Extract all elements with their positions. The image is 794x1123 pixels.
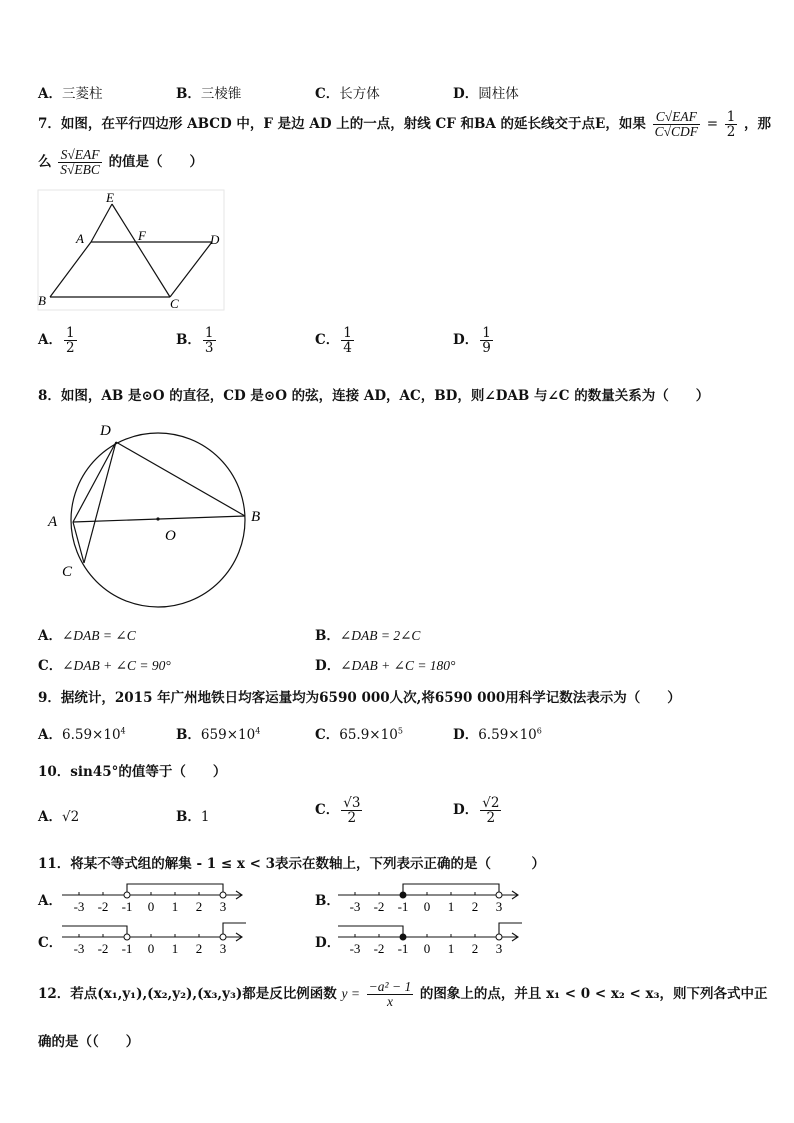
svg-text:0: 0 — [147, 941, 155, 956]
q11-stem: 11．将某不等式组的解集 - 1 ≤ x < 3表示在数轴上，下列表示正确的是（ ） — [38, 856, 546, 872]
svg-text:-2: -2 — [97, 941, 109, 956]
open-dot — [124, 934, 130, 940]
label-a: A — [76, 231, 84, 246]
label-b: B — [251, 509, 261, 525]
q11-option-b-letter: B． — [315, 893, 340, 909]
open-dot — [220, 934, 226, 940]
svg-text:3: 3 — [495, 899, 503, 914]
q10-option-c: C． $\frac{√3}{2}$ — [315, 795, 361, 827]
label-f: F — [138, 228, 146, 243]
q8-circle-figure — [40, 418, 280, 616]
q6-option-c: C．长方体 — [315, 86, 380, 102]
q7-half-fraction: $\frac{1}{2}$ — [726, 109, 736, 141]
closed-dot — [400, 892, 406, 898]
svg-text:3: 3 — [495, 941, 503, 956]
q12-function-fraction: $\frac{\text{−a² − 1}}{x}$ — [368, 979, 412, 1010]
q10-option-a: A．√2 — [38, 809, 80, 825]
svg-text:1: 1 — [447, 941, 455, 956]
q12-stem-line2: 确的是（（ ） — [38, 1034, 140, 1050]
q11-option-c-letter: C． — [38, 935, 63, 951]
q8-option-d: D．∠DAB + ∠C = 180° — [315, 658, 456, 674]
chord-bd — [116, 442, 245, 516]
svg-text:0: 0 — [147, 899, 155, 914]
q11-number-line-a — [60, 879, 250, 915]
tick-labels — [74, 941, 227, 956]
svg-text:-1: -1 — [397, 941, 409, 956]
q11-number-line-c — [60, 921, 250, 957]
svg-text:2: 2 — [471, 941, 479, 956]
q10-stem: 10．sin45°的值等于（ ） — [38, 764, 227, 780]
q8-option-b: B．∠DAB = 2∠C — [315, 628, 421, 644]
q7-parallelogram-figure — [36, 188, 228, 314]
q6-option-b: B．三棱锥 — [176, 86, 242, 102]
q9-option-d: D．$6.59\times 10^6$ — [453, 726, 542, 743]
center-point — [156, 517, 159, 520]
svg-text:-2: -2 — [97, 899, 109, 914]
svg-text:-1: -1 — [121, 899, 133, 914]
open-dot — [496, 934, 502, 940]
q7-stem: 7．如图，在平行四边形 ABCD 中，F 是边 AD 上的一点，射线 CF 和BA 的延长线交于点E，如果 $\frac{\text{C√EAF}}{\text{C√CDF}}$ = $\frac{1}{2}$ ，那 — [38, 109, 771, 141]
tick-labels — [350, 899, 503, 914]
q8-option-a: A．∠DAB = ∠C — [38, 628, 136, 644]
q11-option-d-letter: D． — [315, 935, 341, 951]
solution-bracket-right — [499, 923, 522, 937]
open-dot — [220, 892, 226, 898]
svg-text:0: 0 — [423, 899, 431, 914]
svg-text:3: 3 — [219, 941, 227, 956]
q9-stem: 9．据统计，2015 年广州地铁日均客运量均为6590 000人次,将6590 000用科学记数法表示为（ ） — [38, 690, 681, 706]
svg-text:-2: -2 — [373, 899, 385, 914]
svg-text:1: 1 — [171, 941, 179, 956]
q6-option-a: A．三菱柱 — [38, 86, 103, 102]
svg-text:1: 1 — [171, 899, 179, 914]
svg-text:2: 2 — [195, 899, 203, 914]
q10-option-b: B．1 — [176, 809, 210, 825]
svg-text:-1: -1 — [397, 899, 409, 914]
label-d: D — [100, 423, 111, 439]
open-dot — [124, 892, 130, 898]
solution-bracket-right — [223, 923, 246, 937]
open-dot — [496, 892, 502, 898]
q9-option-a: A．$6.59\times 10^4$ — [38, 726, 126, 743]
figure-frame — [38, 190, 224, 310]
chord-cd — [84, 442, 116, 563]
svg-text:-3: -3 — [73, 941, 85, 956]
q8-option-c: C．∠DAB + ∠C = 90° — [38, 658, 171, 674]
label-b: B — [38, 293, 46, 308]
q7-ratio-fraction: $\frac{\text{C√EAF}}{\text{C√CDF}}$ — [654, 109, 698, 140]
q12-stem: 12．若点(x₁,y₁),(x₂,y₂),(x₃,y₃)都是反比例函数 y = $\frac{\text{−a² − 1}}{x}$ 的图象上的点，并且 x₁ < 0 < x₂ < x₃，则下列各式中正 — [38, 979, 768, 1010]
q11-option-a-letter: A． — [38, 893, 62, 909]
q7-option-c: C． $\frac{1}{4}$ — [315, 325, 352, 357]
q6-option-d: D．圆柱体 — [453, 86, 519, 102]
svg-text:2: 2 — [195, 941, 203, 956]
svg-text:-3: -3 — [73, 899, 85, 914]
label-c: C — [170, 296, 179, 311]
q11-number-line-b — [336, 879, 526, 915]
svg-text:3: 3 — [219, 899, 227, 914]
q10-option-d: D． $\frac{√2}{2}$ — [453, 795, 500, 827]
label-d: D — [210, 232, 220, 247]
q7-option-d: D． $\frac{1}{9}$ — [453, 325, 491, 357]
q7-option-b: B． $\frac{1}{3}$ — [176, 325, 214, 357]
q9-option-c: C．$65.9\times 10^5$ — [315, 726, 403, 743]
svg-text:-3: -3 — [349, 941, 361, 956]
label-e: E — [106, 190, 114, 205]
label-a: A — [48, 514, 58, 530]
tick-labels — [350, 941, 503, 956]
solution-bracket-left — [62, 926, 127, 937]
svg-text:1: 1 — [447, 899, 455, 914]
q7-area-fraction: $\frac{\text{S√EAF}}{\text{S√EBC}}$ — [60, 147, 100, 178]
label-o: O — [165, 528, 176, 544]
svg-text:2: 2 — [471, 899, 479, 914]
solution-bracket-left — [338, 926, 403, 937]
q9-option-b: B．$659\times 10^4$ — [176, 726, 261, 743]
svg-text:-2: -2 — [373, 941, 385, 956]
q8-stem: 8．如图，AB 是⊙O 的直径，CD 是⊙O 的弦，连接 AD，AC，BD，则∠DAB 与∠C 的数量关系为（ ） — [38, 388, 710, 404]
closed-dot — [400, 934, 406, 940]
q11-number-line-d — [336, 921, 526, 957]
svg-text:-3: -3 — [349, 899, 361, 914]
chord-ac — [73, 522, 84, 563]
label-c: C — [62, 564, 73, 580]
svg-text:-1: -1 — [121, 941, 133, 956]
q7-stem-line2: 么 $\frac{\text{S√EAF}}{\text{S√EBC}}$ 的值是（ ） — [38, 147, 204, 178]
q7-option-a: A． $\frac{1}{2}$ — [38, 325, 75, 357]
tick-labels — [74, 899, 227, 914]
svg-text:0: 0 — [423, 941, 431, 956]
